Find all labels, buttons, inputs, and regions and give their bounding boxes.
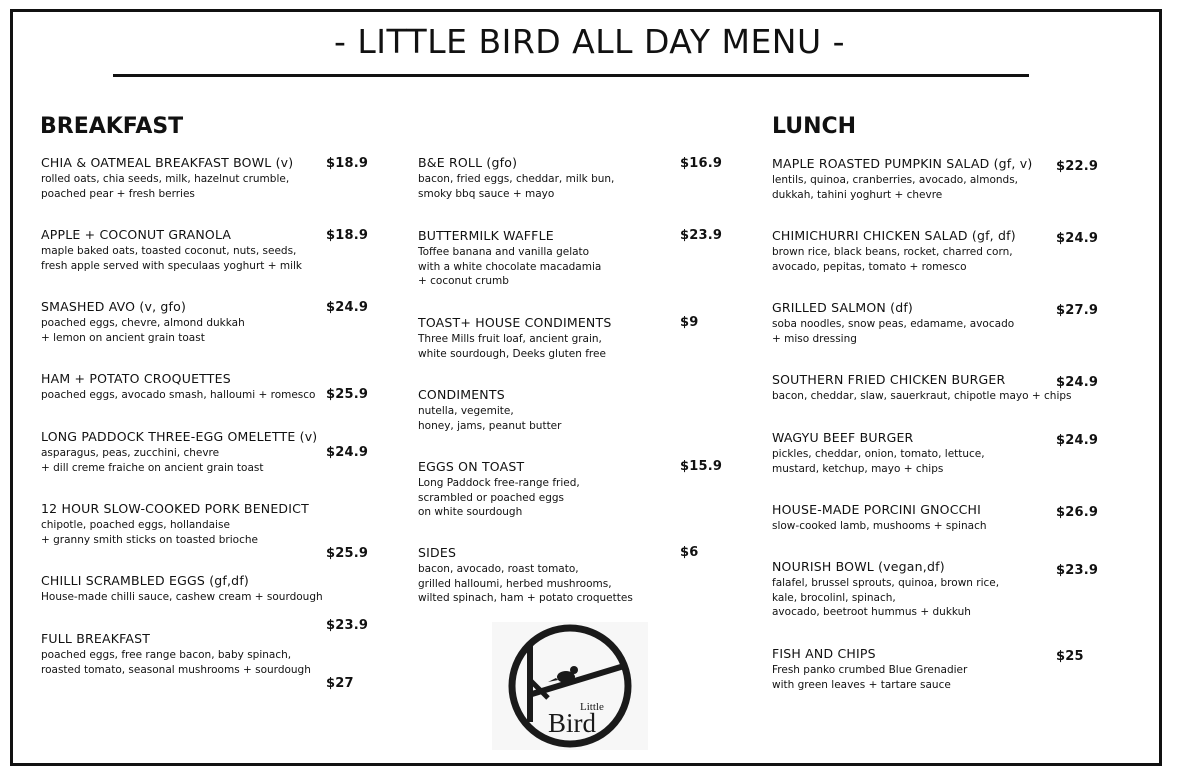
menu-item [418,155,614,201]
menu-item [772,228,1016,274]
menu-item [772,559,999,620]
item-price: $25 [1056,649,1084,664]
item-price: $18.9 [326,228,369,243]
item-description: lentils, quinoa, cranberries, avocado, almonds, dukkah, tahini yoghurt + chevre [772,174,1019,201]
logo-small-text: Little [580,701,604,713]
item-price: $26.9 [1056,505,1099,520]
item-name: GRILLED SALMON (df) [772,300,914,315]
item-description: poached eggs, chevre, almond dukkah + lemon on ancient grain toast [41,317,245,344]
item-description: poached eggs, avocado smash, halloumi + romesco [41,389,316,401]
item-description: slow-cooked lamb, mushooms + spinach [772,520,987,532]
menu-item [772,430,985,476]
menu-item [41,227,302,273]
menu-item [418,545,633,606]
menu-item [41,371,315,403]
item-price: $24.9 [326,445,369,460]
lunch-heading: LUNCH [772,114,857,139]
menu-item [418,315,611,361]
item-description: bacon, cheddar, slaw, sauerkraut, chipotle mayo + chips [772,390,1072,402]
item-price: $25.9 [326,387,369,402]
menu-item [418,228,601,289]
item-name: APPLE + COCONUT GRANOLA [41,227,232,242]
item-price: $24.9 [1056,375,1099,390]
item-name: SMASHED AVO (v, gfo) [41,299,187,314]
menu-title: - LITTLE BIRD ALL DAY MENU - [333,22,846,61]
item-price: $25.9 [326,546,369,561]
item-description: poached eggs, free range bacon, baby spinach, roasted tomato, seasonal mushrooms + sourdough [41,649,311,676]
item-description: Three Mills fruit loaf, ancient grain, white sourdough, Deeks gluten free [418,333,606,360]
little-bird-logo [492,622,648,750]
menu-item [41,155,293,201]
item-description: falafel, brussel sprouts, quinoa, brown rice, kale, brocolinl, spinach, avocado, beetroot hummus + dukkuh [772,577,1000,618]
item-name: TOAST+ HOUSE CONDIMENTS [418,315,612,330]
menu-item [772,502,987,534]
menu-item [41,631,311,677]
item-name: CHIA & OATMEAL BREAKFAST BOWL (v) [41,155,294,170]
item-name: BUTTERMILK WAFFLE [418,228,554,243]
item-price: $24.9 [326,300,369,315]
item-price: $9 [680,315,699,330]
item-description: bacon, fried eggs, cheddar, milk bun, smoky bbq sauce + mayo [418,173,615,200]
item-name: LONG PADDOCK THREE-EGG OMELETTE (v) [41,429,318,444]
item-description: rolled oats, chia seeds, milk, hazelnut crumble, poached pear + fresh berries [41,173,290,200]
menu-item [41,501,309,547]
item-price: $27 [326,676,354,691]
item-description: Fresh panko crumbed Blue Grenadier with green leaves + tartare sauce [772,664,968,691]
menu-item [41,429,317,475]
item-price: $15.9 [680,459,723,474]
item-name: EGGS ON TOAST [418,459,525,474]
breakfast-heading: BREAKFAST [40,114,184,139]
item-description: nutella, vegemite, honey, jams, peanut butter [418,405,562,432]
item-description: asparagus, peas, zucchini, chevre + dill creme fraiche on ancient grain toast [41,447,264,474]
item-name: FULL BREAKFAST [41,631,151,646]
menu-item [418,459,580,520]
item-description: brown rice, black beans, rocket, charred corn, avocado, pepitas, tomato + romesco [772,246,1013,273]
item-price: $22.9 [1056,159,1099,174]
item-price: $6 [680,545,699,560]
item-name: HOUSE-MADE PORCINI GNOCCHI [772,502,982,517]
item-name: B&E ROLL (gfo) [418,155,518,170]
item-name: SIDES [418,545,457,560]
menu-item [772,646,967,692]
item-price: $16.9 [680,156,723,171]
menu-item [41,573,323,605]
item-name: CONDIMENTS [418,387,505,402]
item-price: $27.9 [1056,303,1099,318]
item-description: Toffee banana and vanilla gelato with a white chocolate macadamia + coconut crumb [418,246,602,287]
item-name: WAGYU BEEF BURGER [772,430,914,445]
title-underline [113,74,1029,77]
item-name: CHIMICHURRI CHICKEN SALAD (gf, df) [772,228,1016,243]
item-name: SOUTHERN FRIED CHICKEN BURGER [772,372,1006,387]
item-description: chipotle, poached eggs, hollandaise + granny smith sticks on toasted brioche [41,519,258,546]
item-price: $23.9 [680,228,723,243]
item-price: $18.9 [326,156,369,171]
item-description: maple baked oats, toasted coconut, nuts, seeds, fresh apple served with speculaas yoghurt + milk [41,245,303,272]
item-name: CHILLI SCRAMBLED EGGS (gf,df) [41,573,249,588]
menu-item [772,372,1072,404]
menu-item [418,387,561,433]
bird-on-branch-circle-icon [492,622,648,750]
item-name: NOURISH BOWL (vegan,df) [772,559,945,574]
item-name: 12 HOUR SLOW-COOKED PORK BENEDICT [41,501,309,516]
item-name: HAM + POTATO CROQUETTES [41,371,231,386]
item-description: bacon, avocado, roast tomato, grilled halloumi, herbed mushrooms, wilted spinach, ham + potato croquettes [418,563,633,604]
item-description: soba noodles, snow peas, edamame, avocado + miso dressing [772,318,1015,345]
item-price: $23.9 [326,618,369,633]
logo-large-text: Bird [548,708,597,738]
menu-item [772,300,1014,346]
menu-item [41,299,245,345]
item-price: $23.9 [1056,563,1099,578]
item-description: Long Paddock free-range fried, scrambled or poached eggs on white sourdough [418,477,580,518]
item-price: $24.9 [1056,231,1099,246]
menu-item [772,156,1032,202]
item-name: MAPLE ROASTED PUMPKIN SALAD (gf, v) [772,156,1033,171]
item-price: $24.9 [1056,433,1099,448]
item-description: pickles, cheddar, onion, tomato, lettuce, mustard, ketchup, mayo + chips [772,448,985,475]
item-name: FISH AND CHIPS [772,646,876,661]
item-description: House-made chilli sauce, cashew cream + sourdough [41,591,323,603]
